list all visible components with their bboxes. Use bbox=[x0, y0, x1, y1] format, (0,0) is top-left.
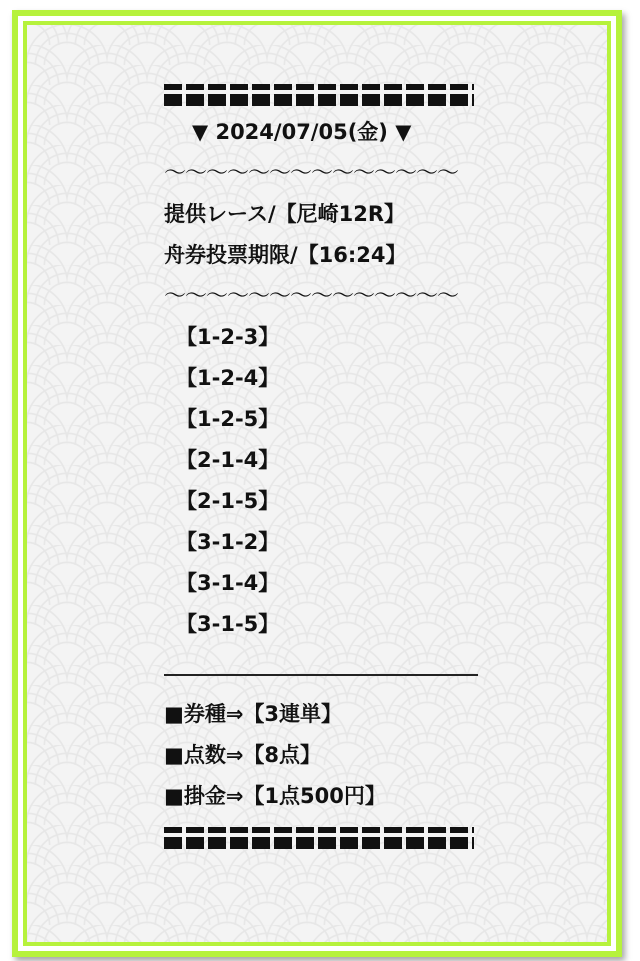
list-item: 【3-1-5】 bbox=[176, 612, 280, 636]
list-item: 【1-2-3】 bbox=[176, 325, 280, 349]
wave-divider-bottom: 〜〜〜〜〜〜〜〜〜〜〜〜〜〜 bbox=[164, 284, 459, 309]
list-item: 【3-1-4】 bbox=[176, 571, 280, 595]
bet-points: ■点数⇒【8点】 bbox=[164, 743, 322, 767]
list-item: 【1-2-5】 bbox=[176, 407, 280, 431]
bet-type: ■券種⇒【3連単】 bbox=[164, 702, 343, 726]
wave-divider-top: 〜〜〜〜〜〜〜〜〜〜〜〜〜〜 bbox=[164, 161, 459, 186]
ticket-content bbox=[164, 80, 480, 849]
picks-list bbox=[164, 317, 480, 645]
offered-race: 提供レース/【尼崎12R】 bbox=[164, 202, 406, 226]
ticket-deadline: 舟券投票期限/【16:24】 bbox=[164, 243, 407, 267]
list-item: 【2-1-4】 bbox=[176, 448, 280, 472]
list-item: 【1-2-4】 bbox=[176, 366, 280, 390]
top-double-bar bbox=[164, 84, 474, 106]
list-item: 【2-1-5】 bbox=[176, 489, 280, 513]
list-item: 【3-1-2】 bbox=[176, 530, 280, 554]
horizontal-rule bbox=[164, 674, 478, 676]
bottom-double-bar bbox=[164, 827, 474, 849]
spacer bbox=[164, 645, 480, 670]
date-line: ▼ 2024/07/05(金) ▼ bbox=[192, 120, 412, 144]
bet-stake: ■掛金⇒【1点500円】 bbox=[164, 784, 386, 808]
